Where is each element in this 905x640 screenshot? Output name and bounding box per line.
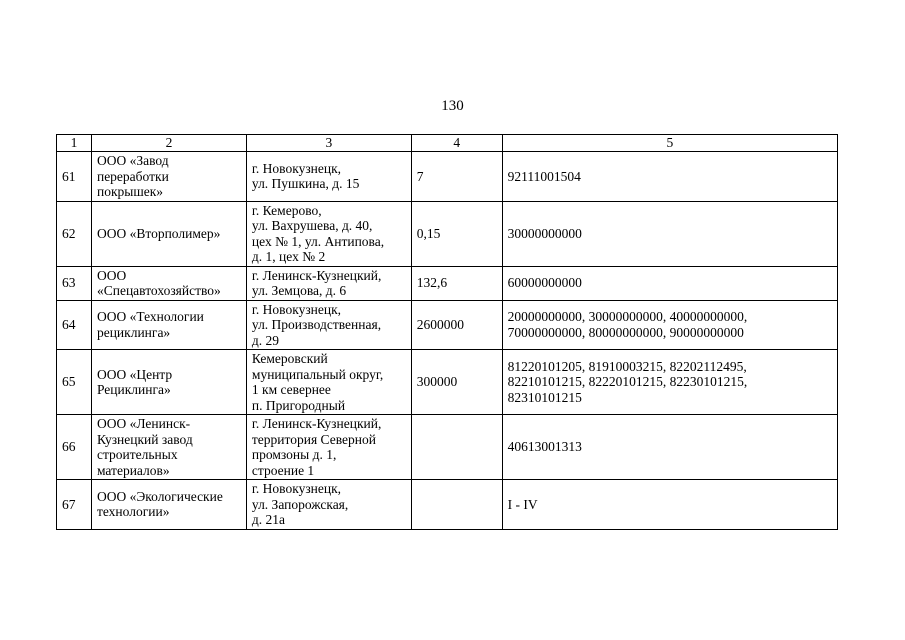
row-number: 63 (57, 266, 92, 300)
row-number: 64 (57, 300, 92, 350)
capacity-value: 132,6 (411, 266, 502, 300)
table-row (57, 415, 838, 480)
organization-name: ООО «Технологии рециклинга» (91, 300, 246, 350)
column-header: 3 (246, 135, 411, 152)
waste-codes: 81220101205, 81910003215, 82202112495, 82210101215, 82220101215, 82230101215, 82310101215 (502, 350, 837, 415)
organization-name: ООО «Центр Рециклинга» (91, 350, 246, 415)
row-number: 66 (57, 415, 92, 480)
table-row (57, 152, 838, 202)
table-header-row (57, 135, 838, 152)
registry-table (56, 134, 838, 530)
table-row (57, 201, 838, 266)
row-number: 65 (57, 350, 92, 415)
row-number: 62 (57, 201, 92, 266)
organization-address: г. Кемерово, ул. Вахрушева, д. 40, цех № 1, ул. Антипова, д. 1, цех № 2 (246, 201, 411, 266)
capacity-value: 7 (411, 152, 502, 202)
capacity-value (411, 480, 502, 530)
capacity-value (411, 415, 502, 480)
waste-codes: 30000000000 (502, 201, 837, 266)
waste-codes: 92111001504 (502, 152, 837, 202)
organization-name: ООО «Вторполимер» (91, 201, 246, 266)
organization-address: г. Новокузнецк, ул. Производственная, д. 29 (246, 300, 411, 350)
capacity-value: 2600000 (411, 300, 502, 350)
organization-address: Кемеровский муниципальный округ, 1 км севернее п. Пригородный (246, 350, 411, 415)
organization-address: г. Новокузнецк, ул. Запорожская, д. 21а (246, 480, 411, 530)
organization-name: ООО «Завод переработки покрышек» (91, 152, 246, 202)
organization-address: г. Ленинск-Кузнецкий, территория Северной промзоны д. 1, строение 1 (246, 415, 411, 480)
row-number: 67 (57, 480, 92, 530)
organization-name: ООО «Спецавтохозяйство» (91, 266, 246, 300)
waste-codes: I - IV (502, 480, 837, 530)
column-header: 5 (502, 135, 837, 152)
waste-codes: 40613001313 (502, 415, 837, 480)
organization-address: г. Ленинск-Кузнецкий, ул. Земцова, д. 6 (246, 266, 411, 300)
organization-name: ООО «Экологические технологии» (91, 480, 246, 530)
table-row (57, 350, 838, 415)
waste-codes: 60000000000 (502, 266, 837, 300)
organization-name: ООО «Ленинск- Кузнецкий завод строительных материалов» (91, 415, 246, 480)
capacity-value: 300000 (411, 350, 502, 415)
waste-codes: 20000000000, 30000000000, 40000000000, 70000000000, 80000000000, 90000000000 (502, 300, 837, 350)
column-header: 2 (91, 135, 246, 152)
organization-address: г. Новокузнецк, ул. Пушкина, д. 15 (246, 152, 411, 202)
table-row (57, 300, 838, 350)
column-header: 1 (57, 135, 92, 152)
table-row (57, 266, 838, 300)
table-row (57, 480, 838, 530)
column-header: 4 (411, 135, 502, 152)
row-number: 61 (57, 152, 92, 202)
page-number: 130 (441, 98, 464, 114)
capacity-value: 0,15 (411, 201, 502, 266)
